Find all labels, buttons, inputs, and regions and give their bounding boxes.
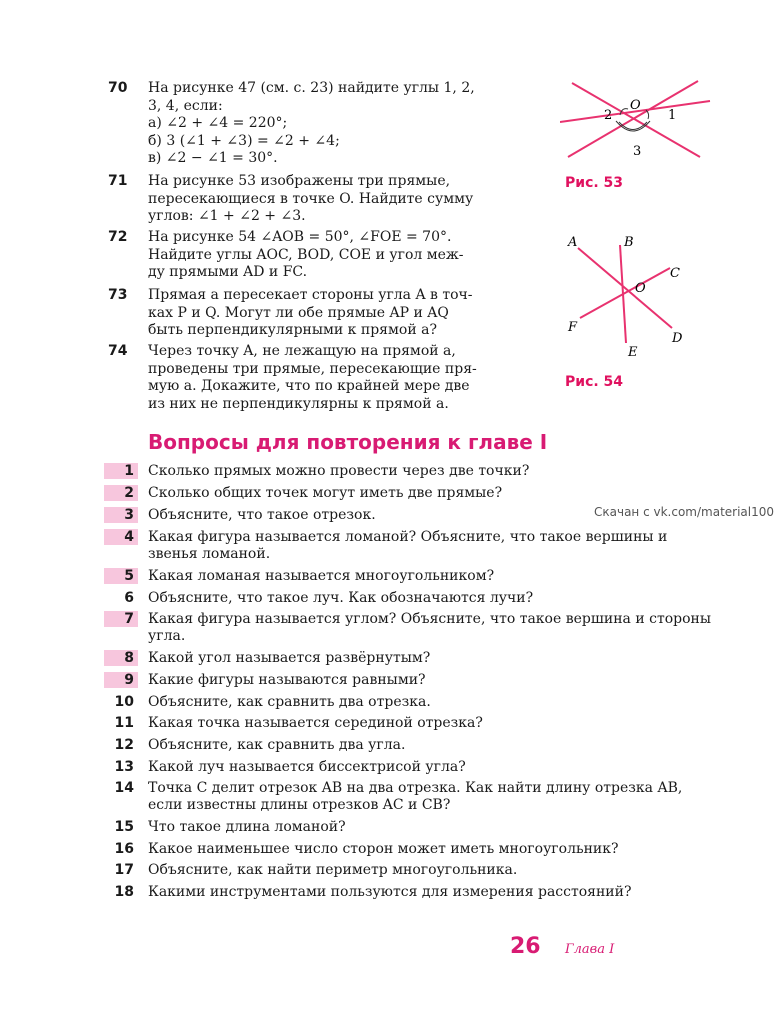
problem-text: На рисунке 54 ∠AOB = 50°, ∠FOE = 70°. Найдите углы AOC, BOD, COE и угол меж- ду прямыми AD и FC. (148, 229, 464, 280)
fig54-label-e: E (628, 345, 638, 360)
fig54-label-c: C (670, 266, 680, 281)
fig53-label-2: 2 (604, 108, 613, 123)
question-number: 9 (104, 672, 138, 688)
figure-54 (560, 228, 700, 363)
question-number: 12 (114, 737, 134, 753)
question-text: Объясните, что такое отрезок. (148, 507, 376, 523)
question-number: 11 (114, 715, 134, 731)
question-number: 1 (104, 463, 138, 479)
page-number: 26 (510, 934, 541, 959)
problem-70 (108, 80, 548, 170)
question-text: Какая фигура называется ломаной? Объясните, что такое вершины и звенья ломаной. (148, 529, 668, 562)
question-number: 8 (104, 650, 138, 666)
figure-53-caption: Рис. 53 (565, 175, 624, 191)
problem-text: На рисунке 47 (см. с. 23) найдите углы 1, 2, 3, 4, если: а) ∠2 + ∠4 = 220°; б) 3 (∠1 + ∠3) = ∠2 + ∠4; в) ∠2 − ∠1 = 30°. (148, 80, 475, 166)
question-text: Какая точка называется серединой отрезка? (148, 715, 483, 731)
question-number: 7 (104, 611, 138, 627)
question-text: Какие фигуры называются равными? (148, 672, 426, 688)
problem-text: Прямая a пересекает стороны угла A в точ- ках P и Q. Могут ли обе прямые AP и AQ быть перпендикулярными к прямой a? (148, 287, 473, 338)
section-title: Вопросы для повторения к главе I (148, 430, 548, 454)
question-text: Объясните, как сравнить два отрезка. (148, 694, 431, 710)
problem-71 (108, 173, 548, 229)
fig54-label-a: A (568, 235, 578, 250)
question-number: 15 (114, 819, 134, 835)
figure-54-caption: Рис. 54 (565, 374, 624, 390)
question-text: Сколько прямых можно провести через две точки? (148, 463, 530, 479)
fig53-label-o: O (630, 98, 641, 113)
problem-73 (108, 287, 548, 343)
question-number: 18 (114, 884, 134, 900)
question-number: 2 (104, 485, 138, 501)
problem-number: 73 (108, 287, 128, 303)
question-text: Какими инструментами пользуются для измерения расстояний? (148, 884, 632, 900)
figure-53 (560, 75, 720, 170)
question-text: Какая ломаная называется многоугольником? (148, 568, 495, 584)
question-number: 17 (114, 862, 134, 878)
problem-text: На рисунке 53 изображены три прямые, пересекающиеся в точке O. Найдите сумму углов: ∠1 + ∠2 + ∠3. (148, 173, 474, 224)
question-text: Какая фигура называется углом? Объясните, что такое вершина и стороны угла. (148, 611, 711, 644)
question-number: 4 (104, 529, 138, 545)
problem-74 (108, 343, 548, 415)
fig54-label-d: D (672, 331, 683, 346)
fig53-label-1: 1 (668, 108, 677, 123)
question-number: 10 (114, 694, 134, 710)
question-number: 5 (104, 568, 138, 584)
question-number: 14 (114, 780, 134, 796)
fig54-label-f: F (568, 320, 578, 335)
problem-number: 71 (108, 173, 128, 189)
question-text: Точка C делит отрезок AB на два отрезка. Как найти длину отрезка AB, если известны длины отрезков AC и CB? (148, 780, 683, 813)
question-number: 6 (124, 590, 134, 606)
fig54-label-b: B (624, 235, 634, 250)
problem-number: 72 (108, 229, 128, 245)
problem-text: Через точку A, не лежащую на прямой a, проведены три прямые, пересекающие пря- мую a. Докажите, что по крайней мере две из них не перпендикулярны к прямой a. (148, 343, 477, 412)
watermark: Скачан с vk.com/material100 (594, 505, 775, 519)
question-text: Объясните, как найти периметр многоугольника. (148, 862, 518, 878)
problem-72 (108, 229, 548, 285)
question-text: Сколько общих точек могут иметь две прямые? (148, 485, 503, 501)
question-number: 13 (114, 759, 134, 775)
question-number: 16 (114, 841, 134, 857)
question-number: 3 (104, 507, 138, 523)
fig53-label-3: 3 (633, 144, 642, 159)
problem-number: 74 (108, 343, 128, 359)
question-text: Какой луч называется биссектрисой угла? (148, 759, 466, 775)
question-text: Какой угол называется развёрнутым? (148, 650, 431, 666)
fig54-label-o: O (635, 281, 646, 296)
question-text: Объясните, как сравнить два угла. (148, 737, 406, 753)
question-text: Что такое длина ломаной? (148, 819, 346, 835)
question-text: Объясните, что такое луч. Как обозначаются лучи? (148, 590, 534, 606)
question-text: Какое наименьшее число сторон может иметь многоугольник? (148, 841, 619, 857)
chapter-label: Глава I (565, 942, 615, 957)
problem-number: 70 (108, 80, 128, 96)
